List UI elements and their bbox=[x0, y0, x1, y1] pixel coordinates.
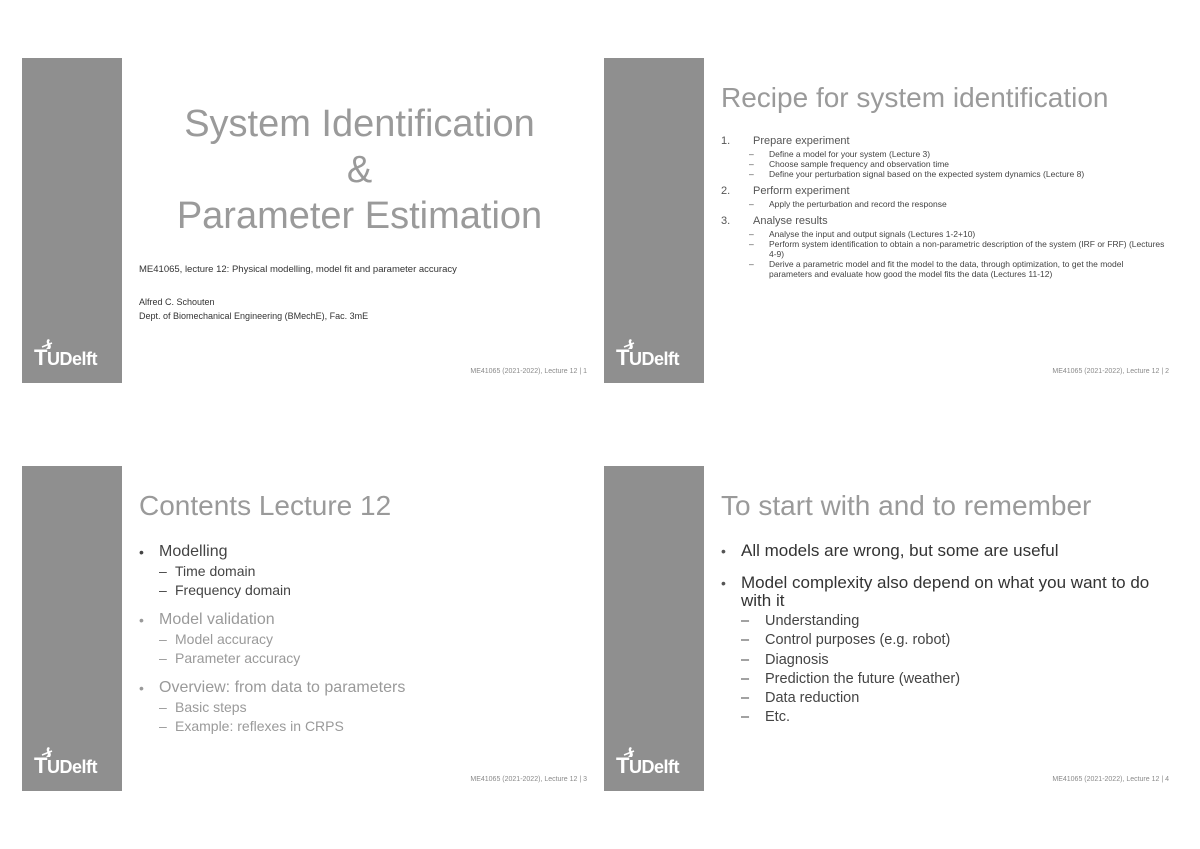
title-line: Parameter Estimation bbox=[176, 195, 543, 237]
presentation-title bbox=[122, 101, 597, 239]
contents-subitem: – Time domain bbox=[159, 563, 256, 579]
tudelft-logo: TUDelft bbox=[616, 337, 696, 371]
author-name: Alfred C. Schouten bbox=[139, 297, 215, 307]
author-block bbox=[139, 295, 368, 323]
list-item: – Choose sample frequency and observation time bbox=[749, 159, 950, 169]
slide-title: To start with and to remember bbox=[721, 490, 1092, 521]
contents-item: • Model validation – Model accuracy – Parameter accuracy bbox=[139, 610, 579, 668]
contents-subitem: – Frequency domain bbox=[159, 582, 291, 598]
step-label: Prepare experiment bbox=[753, 135, 850, 147]
title-line: System Identification bbox=[184, 103, 535, 145]
slide-footer: ME41065 (2021-2022), Lecture 12 | 2 bbox=[1052, 368, 1169, 375]
lecture-subtitle: ME41065, lecture 12: Physical modelling, model fit and parameter accuracy bbox=[139, 264, 457, 275]
list-item: – Apply the perturbation and record the response bbox=[749, 199, 947, 209]
slide-side-bar bbox=[22, 58, 122, 383]
contents-subitem: – Parameter accuracy bbox=[159, 650, 301, 666]
remember-subitem: – Control purposes (e.g. robot) bbox=[741, 632, 951, 649]
list-item: – Derive a parametric model and fit the model to the data, through optimization, to get the model parameters and evaluate how good the model fits the data (Lectures 11-12) bbox=[749, 259, 1124, 279]
slide-4 bbox=[604, 466, 1179, 791]
slide-side-bar bbox=[604, 466, 704, 791]
title-line: & bbox=[346, 149, 373, 191]
contents-list bbox=[139, 542, 579, 746]
step-label: Analyse results bbox=[753, 215, 828, 227]
contents-subitem: – Basic steps bbox=[159, 699, 247, 715]
author-affiliation: Dept. of Biomechanical Engineering (BMechE), Fac. 3mE bbox=[139, 311, 369, 321]
tudelft-logo: TUDelft bbox=[34, 337, 114, 371]
slide-side-bar bbox=[22, 466, 122, 791]
slide-footer: ME41065 (2021-2022), Lecture 12 | 4 bbox=[1052, 776, 1169, 783]
slide-3 bbox=[22, 466, 597, 791]
tudelft-logo: TUDelft bbox=[616, 745, 696, 779]
contents-subitem: – Model accuracy bbox=[159, 631, 274, 647]
remember-subitem: – Data reduction bbox=[741, 690, 860, 707]
remember-subitem: – Etc. bbox=[741, 709, 790, 726]
contents-subitem: – Example: reflexes in CRPS bbox=[159, 718, 344, 734]
tudelft-logo: TUDelft bbox=[34, 745, 114, 779]
slide-2 bbox=[604, 58, 1179, 383]
remember-list bbox=[721, 542, 1161, 742]
remember-subitem: – Diagnosis bbox=[741, 651, 829, 668]
step-number: 3. bbox=[721, 215, 731, 227]
list-item: – Define a model for your system (Lecture 3) bbox=[749, 149, 931, 159]
step-number: 1. bbox=[721, 135, 731, 147]
slide-footer: ME41065 (2021-2022), Lecture 12 | 1 bbox=[470, 368, 587, 375]
remember-subitem: – Prediction the future (weather) bbox=[741, 670, 961, 687]
recipe-step bbox=[721, 135, 1166, 179]
recipe-step bbox=[721, 215, 1166, 279]
step-label: Perform experiment bbox=[753, 185, 850, 197]
remember-item: • Model complexity also depend on what you want to do with it – Understanding – Control purposes (e.g. robot) – Diagnosis – Prediction the future (weather) – Data reduction – Etc. bbox=[721, 574, 1161, 728]
contents-item: • Modelling – Time domain – Frequency domain bbox=[139, 542, 579, 600]
slide-title: Contents Lecture 12 bbox=[139, 490, 392, 521]
slide-side-bar bbox=[604, 58, 704, 383]
remember-subitem: – Understanding bbox=[741, 613, 860, 629]
step-number: 2. bbox=[721, 185, 731, 197]
slide-title: Recipe for system identification bbox=[721, 82, 1109, 113]
recipe-list bbox=[721, 135, 1166, 285]
list-item: – Define your perturbation signal based on the expected system dynamics (Lecture 8) bbox=[749, 169, 1085, 179]
list-item: – Analyse the input and output signals (Lectures 1-2+10) bbox=[749, 229, 976, 239]
recipe-step bbox=[721, 185, 1166, 209]
remember-item: • All models are wrong, but some are useful bbox=[721, 541, 1059, 560]
slide-footer: ME41065 (2021-2022), Lecture 12 | 3 bbox=[470, 776, 587, 783]
list-item: – Perform system identification to obtain a non-parametric description of the system (IRF or FRF) (Lectures 4-9) bbox=[749, 239, 1165, 259]
slide-1 bbox=[22, 58, 597, 383]
contents-item: • Overview: from data to parameters – Basic steps – Example: reflexes in CRPS bbox=[139, 678, 579, 736]
